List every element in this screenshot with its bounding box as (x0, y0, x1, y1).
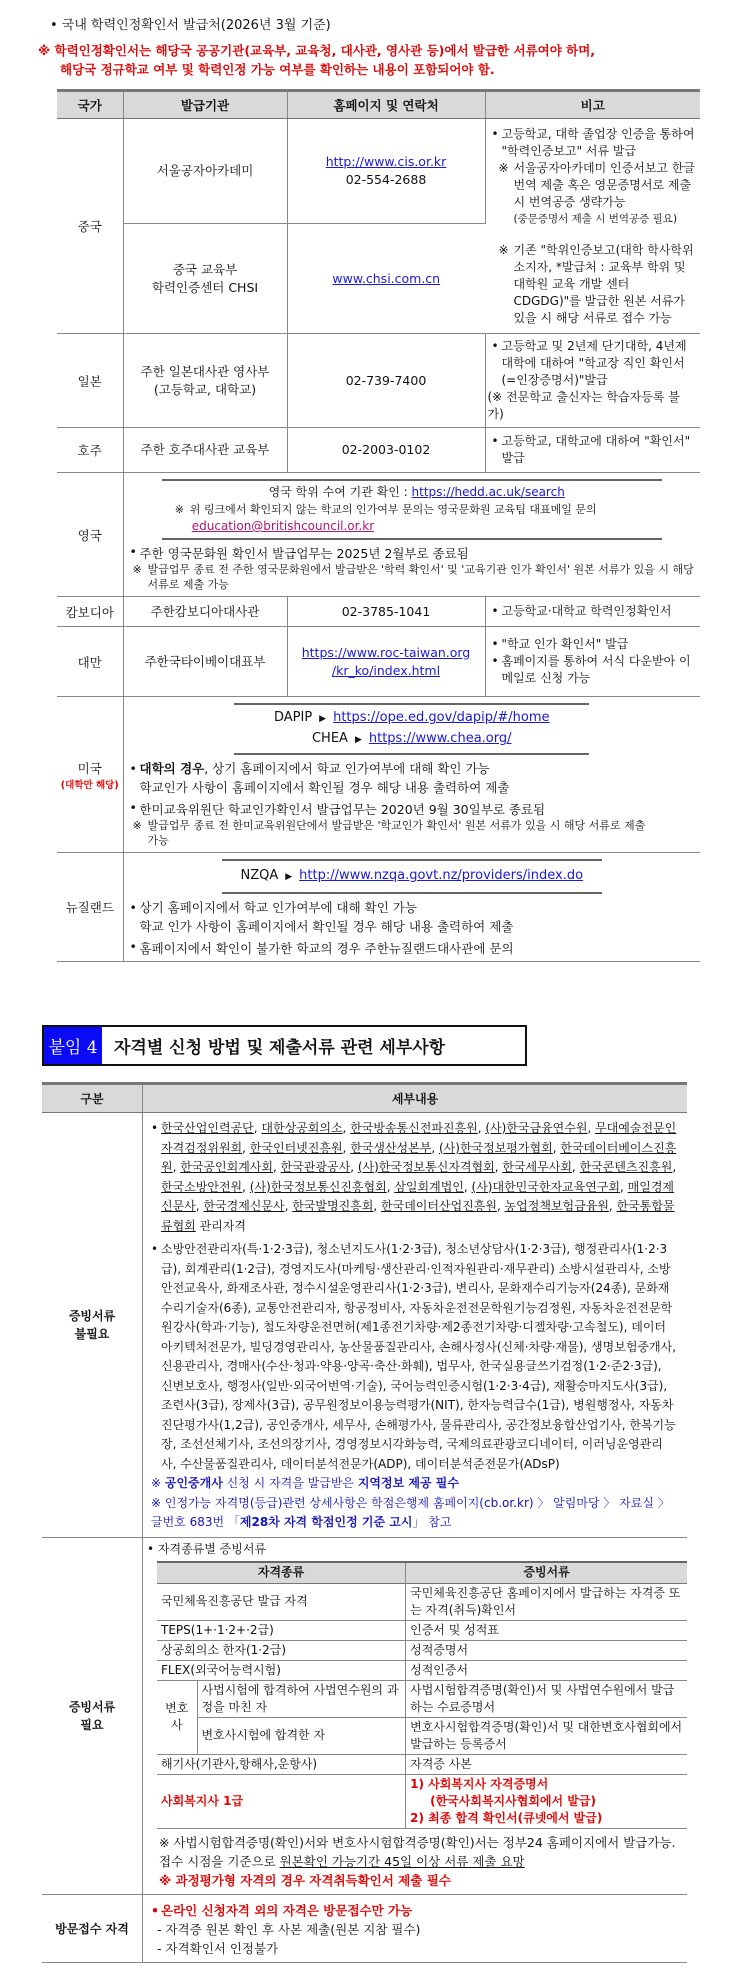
row-taiwan (57, 627, 700, 697)
warning-line-2: 해당국 정규학교 여부 및 학력인정 가능 여부를 확인하는 내용이 포함되어야 함. (60, 62, 495, 77)
row-visit (42, 1895, 687, 1963)
nz-bullet1: • 상기 홈페이지에서 학교 인가여부에 대해 확인 가능 학교 인가 사항이 홈페이지에서 확인될 경우 해당 내용 출력하여 제출 (130, 898, 695, 936)
sub-header-doc: 증빙서류 (406, 1562, 687, 1583)
note-china-bullet: • 고등학교, 대학 졸업장 인증을 통하여 "학력인증보고" 서류 발급 (492, 126, 697, 160)
issuer-chsi-line1: 중국 교육부 (172, 261, 238, 277)
evidence-row: TEPS(1+·1·2+·2급) 인증서 및 성적표 (157, 1620, 687, 1640)
org-item: 한국통합물류협회 (161, 1199, 675, 1233)
issuer-chsi (123, 224, 287, 334)
note-japan-bullet: • 고등학교 및 2년제 단기대학, 4년제 대학에 대하여 "학교장 직인 확인서(=인장증명서)"발급 (492, 338, 697, 389)
row-no-docs (42, 1113, 687, 1538)
issuer-australia: 주한 호주대사관 교육부 (123, 428, 287, 473)
org-item: (사)한국정보평가협회 (438, 1140, 553, 1155)
docs-required-details (143, 1537, 688, 1895)
sub-header-qual: 자격종류 (157, 1562, 406, 1583)
row-nz (57, 853, 700, 962)
header-note: 비고 (485, 91, 700, 119)
warning-line-1: ※ 학력인정확인서는 해당국 공공기관(교육부, 교육청, 대사관, 영사관 등)에서 발급한 서류여야 하며, (38, 43, 596, 58)
triangle-right-icon: ▶ (285, 872, 293, 882)
link-chea[interactable]: https://www.chea.org/ (368, 731, 512, 746)
qualification-table (42, 1082, 687, 1963)
note-japan-extra: (※ 전문학교 출신자는 학습자등록 불가) (487, 390, 680, 421)
note-japan (485, 334, 700, 428)
usa-bullet2: • 한미교육위원단 학교인가확인서 발급업무는 2020년 9월 30일부로 종료됨 (130, 800, 695, 818)
issuer-japan-line2: (고등학교, 대학교) (153, 381, 257, 397)
org-item: (사)한국정보통신자격협회 (357, 1160, 495, 1174)
uk-ref2: ※ 발급업무 종료 전 주한 영국문화원에서 발급받은 '학력 확인서' 및 '교육기관 인가 확인서' 원본 서류가 있을 시 해당 서류로 제출 가능 (130, 562, 695, 592)
chea-label: CHEA (311, 731, 348, 746)
nzqa-label: NZQA (240, 868, 279, 883)
issuer-cambodia: 주한캄보디아대사관 (123, 597, 287, 627)
issuer-japan-line1: 주한 일본대사관 영사부 (140, 363, 270, 379)
org-item: 대한상공회의소 (261, 1121, 343, 1135)
evidence-table (157, 1561, 687, 1829)
tel-australia: 02-2003-0102 (287, 428, 485, 473)
uk-link-label: 영국 학위 수여 기관 확인 : (268, 485, 412, 499)
country-cambodia: 캄보디아 (57, 597, 123, 627)
note-australia-bullet: • 고등학교, 대학교에 대하여 "확인서" 발급 (492, 433, 697, 467)
country-nz: 뉴질랜드 (57, 853, 123, 962)
org-item: 무대예술전문인 자격검정위원회 (161, 1121, 677, 1155)
org-item: 한국발명진흥회 (292, 1199, 374, 1213)
note-reference: ※ 인정가능 자격명(등급)관련 상세사항은 학점은행제 홈페이지(cb.or.kr) 〉 알림마당 〉 자료실 〉 글번호 683번 「제28차 자격 학점인정 기준 고시」 참고 (151, 1495, 670, 1529)
header-contact: 홈페이지 및 연락처 (287, 91, 485, 119)
category-visit: 방문접수 자격 (42, 1895, 143, 1963)
org-item: 한국생산성본부 (350, 1140, 432, 1155)
note-taiwan-bullet1: • "학교 인가 확인서" 발급 (492, 636, 697, 653)
row-uk (57, 473, 700, 597)
country-usa-sub: (대학만 해당) (60, 779, 119, 791)
country-uk: 영국 (57, 473, 123, 597)
evidence-row: 해기사(기관사,항해사,운항사) 자격증 사본 (157, 1754, 687, 1774)
section-badge: 붙임 4 (44, 1027, 102, 1064)
triangle-right-icon: ▶ (354, 735, 362, 745)
org-item: 매일경제신문사 (161, 1179, 675, 1213)
row-docs-required (42, 1537, 687, 1895)
uk-link-box (162, 479, 662, 540)
contact-chsi (287, 224, 485, 334)
header-issuer: 발급기관 (123, 91, 287, 119)
org-item: 한국콘텐츠진흥원 (579, 1160, 673, 1174)
country-taiwan: 대만 (57, 627, 123, 697)
dapip-label: DAPIP (273, 710, 313, 725)
org-item: 한국산업인력공단 (161, 1121, 254, 1135)
org-item: 삼일회계법인 (394, 1179, 464, 1194)
link-uk-email[interactable]: education@britishcouncil.or.kr (191, 519, 375, 533)
issuer-cis: 서울공자아카데미 (123, 119, 287, 224)
docs-note-required: ※ 과정평가형 자격의 경우 자격취득확인서 제출 필수 (159, 1872, 451, 1888)
usa-bullet1: • 대학의 경우, 상기 홈페이지에서 학교 인가여부에 대해 확인 가능 학교인가 사항이 홈페이지에서 확인될 경우 해당 내용 출력하여 제출 (130, 759, 695, 797)
docs-intro: • 자격종류별 증빙서류 (147, 1541, 267, 1556)
org-item: (사)한국금융연수원 (485, 1121, 588, 1135)
nz-bullet2: • 홈페이지에서 확인이 불가한 학교의 경우 주한뉴질랜드대사관에 문의 (130, 939, 695, 957)
org-item: 한국경제신문사 (203, 1199, 285, 1213)
note-cambodia (485, 597, 700, 627)
evidence-row-lawyer-2: 변호사시험에 합격한 자 변호사시험합격증명(확인)서 및 대한변호사협회에서 발급하는 등록증서 (157, 1717, 687, 1754)
evidence-row-social-worker: 사회복지사 1급 1) 사회복지사 자격증명서 (한국사회복지사협회에서 발급) 2) 최종 합격 확인서(큐넷에서 발급) (157, 1774, 687, 1828)
row-australia (57, 428, 700, 473)
contact-taiwan (287, 627, 485, 697)
country-usa-label: 미국 (77, 760, 102, 776)
issuer-table (57, 89, 700, 962)
row-japan (57, 334, 700, 428)
tel-cis: 02-554-2688 (345, 172, 427, 187)
country-usa (57, 697, 123, 853)
org-item: (사)한국정보통신진흥협회 (249, 1179, 387, 1194)
evidence-row-lawyer-1: 변호사 사법시험에 합격하여 사법연수원의 과정을 마친 자 사법시험합격증명(확인)서 및 사법연수원에서 발급하는 수료증명서 (157, 1680, 687, 1717)
org-item: 농업정책보험금융원 (504, 1199, 609, 1213)
tel-japan: 02-739-7400 (287, 334, 485, 428)
visit-bullet: • 온라인 신청자격 외의 자격은 방문접수만 가능 (151, 1901, 677, 1920)
note-china-ref1-small: (중문증명서 제출 시 번역공증 필요) (513, 212, 678, 225)
no-docs-details (143, 1113, 688, 1538)
contact-cis (287, 119, 485, 224)
usa-ref: ※ 발급업무 종료 전 한미교육위원단에서 발급받은 '학교인가 확인서' 원본 서류가 있을 시 해당 서류로 제출 가능 (130, 818, 650, 848)
link-dapip[interactable]: https://ope.ed.gov/dapip/#/home (333, 710, 550, 725)
org-item: (사)대한민국한자교육연구회 (471, 1179, 620, 1194)
link-cis[interactable]: http://www.cis.or.kr (325, 154, 447, 169)
note-taiwan (485, 627, 700, 697)
note-china-ref2: ※ 기존 "학위인증보고(대학 학사학위 소지자, *발급처 : 교육부 학위 및 대학원 교육 개발 센터 CDGDG)"를 발급한 원본 서류가 있을 시 해당 서류로 접수 가능 (496, 242, 697, 327)
triangle-right-icon: ▶ (319, 714, 327, 724)
country-china: 중국 (57, 119, 123, 334)
note-australia (485, 428, 700, 473)
country-australia: 호주 (57, 428, 123, 473)
visit-detail-2: - 자격확인서 인정불가 (157, 1941, 279, 1956)
note-china (485, 119, 700, 334)
intro-heading: • 국내 학력인정확인서 발급처(2026년 3월 기준) (50, 18, 331, 33)
section-title: 자격별 신청 방법 및 제출서류 관련 세부사항 (114, 1038, 446, 1058)
org-item: 한국방송통신전파진흥원 (350, 1121, 478, 1135)
tel-cambodia: 02-3785-1041 (287, 597, 485, 627)
usa-link-box (234, 703, 589, 755)
uk-ref: ※ 위 링크에서 확인되지 않는 학교의 인가여부 문의는 영국문화원 교육팀 대표메일 문의 (172, 501, 662, 518)
category-no-docs: 증빙서류 불필요 (42, 1113, 143, 1538)
docs-note: ※ 사법시험합격증명(확인)서와 변호사시험합격증명(확인)서는 정부24 홈페이지에서 발급가능. 접수 시점을 기준으로 원본확인 가능기간 45일 이상 서류 제출 요망 (159, 1834, 676, 1869)
qualification-table-header (42, 1084, 687, 1113)
link-taiwan[interactable]: https://www.roc-taiwan.org /kr_ko/index.html (301, 644, 471, 678)
org-item: 한국공인회계사회 (180, 1160, 273, 1174)
org-item: 한국소방안전원 (161, 1179, 243, 1194)
usa-details (123, 697, 700, 853)
visit-details (143, 1895, 688, 1963)
qual-list: • 소방안전관리자(특·1·2·3급), 청소년지도사(1·2·3급), 청소년상담사(1·2·3급), 행정관리사(1·2·3급), 회계관리(1·2급), 경영지도사(마케팅·생산관리·인적자원관리·재무관리) 소방시설관리사, 소방안전교육사, 화재조사관, 정수시설운영관리사(1·2·3급), 변리사, 문화재수리기능자(24종), 문화재수리기술자(6종), 교통안전관리자, 항공정비사, 자동차운전전문학원기능검정원, 자동차운전전문학원강사(학과·기능), 철도차량운전면허(제1종전기차량·제2종전기차량·디젤차량·고속철도), 데이터아키텍처전문가, 빌딩경영관리사, 농산물품질관리사, 손해사정사(신체·차량·재물), 생명보험중개사, 신용관리사, 경매사(수산·청과·약용·양곡·축산·화훼), 법무사, 한국실용글쓰기검정(1·2·준2·3급), 신변보호사, 행정사(일반·외국어번역·기술), 국어능력인증시험(1·2·3·4급), 재활승마지도사(3급), 조련사(3급), 장제사(3급), 공무원정보이용능력평가(NIT), 한자능력급수(1급), 병원행정사, 자동차진단평가사(1,2급), 공인중개사, 세무사, 손해평가사, 물류관리사, 공간정보융합산업기사, 한복기능장, 조선선체기사, 조선의장기사, 경영정보시각화능력, 국제의료관광코디네이터, 이러닝운영관리사, 수산물품질관리사, 데이터분석전문가(ADP), 데이터분석준전문가(ADsP) (151, 1240, 677, 1474)
issuer-japan (123, 334, 287, 428)
link-hedd[interactable]: https://hedd.ac.uk/search (411, 485, 565, 499)
link-chsi[interactable]: www.chsi.com.cn (332, 270, 441, 286)
org-item: 한국데이터산업진흥원 (381, 1199, 497, 1213)
uk-bullet: • 주한 영국문화원 확인서 발급업무는 2025년 2월부로 종료됨 (130, 544, 695, 562)
header-details: 세부내용 (143, 1084, 688, 1113)
org-item: 한국세무사회 (502, 1160, 572, 1174)
nz-link-box (222, 859, 602, 894)
evidence-row: FLEX(외국어능력시험) 성적인증서 (157, 1660, 687, 1680)
category-docs-required: 증빙서류 필요 (42, 1537, 143, 1895)
org-item: 한국인터넷진흥원 (249, 1140, 343, 1155)
issuer-chsi-line2: 학력인증센터 CHSI (151, 279, 259, 295)
evidence-row: 국민체육진흥공단 발급 자격 국민체육진흥공단 홈페이지에서 발급하는 자격증 또는 자격(취득)확인서 (157, 1583, 687, 1620)
org-item: 한국데이터베이스진흥원 (161, 1140, 677, 1174)
note-taiwan-bullet2: • 홈페이지를 통하여 서식 다운받아 이메일로 신청 가능 (492, 653, 697, 687)
row-usa (57, 697, 700, 853)
section-4-heading (42, 1025, 527, 1066)
org-list: • 한국산업인력공단, 대한상공회의소, 한국방송통신전파진흥원, (사)한국금융연수원, 무대예술전문인 자격검정위원회, 한국인터넷진흥원, 한국생산성본부, (사)한국정보평가협회, 한국데이터베이스진흥원, 한국공인회계사회, 한국관광공사, (사)한국정보통신자격협회, 한국세무사회, 한국콘텐츠진흥원, 한국소방안전원, (사)한국정보통신진흥협회, 삼일회계법인, (사)대한민국한자교육연구회, 매일경제신문사, 한국경제신문사, 한국발명진흥회, 한국데이터산업진흥원, 농업정책보험금융원, 한국통합물류협회 관리자격 (151, 1119, 677, 1236)
note-cambodia-bullet: • 고등학교·대학교 학력인정확인서 (492, 603, 697, 620)
issuer-taiwan: 주한국타이베이대표부 (123, 627, 287, 697)
warning-note (38, 41, 728, 79)
uk-details (123, 473, 700, 597)
row-cambodia (57, 597, 700, 627)
header-category: 구분 (42, 1084, 143, 1113)
note-china-ref1: ※ 서울공자아카데미 인증서보고 한글번역 제출 혹은 영문증명서로 제출 시 번역공증 생략가능 (496, 160, 697, 211)
issuer-table-header (57, 91, 700, 119)
row-china-1 (57, 119, 700, 224)
header-country: 국가 (57, 91, 123, 119)
visit-detail-1: - 자격증 원본 확인 후 사본 제출(원본 지참 필수) (157, 1922, 421, 1937)
country-japan: 일본 (57, 334, 123, 428)
nz-details (123, 853, 700, 962)
org-item: 한국관광공사 (280, 1160, 351, 1174)
evidence-row: 상공회의소 한자(1·2급) 성적증명서 (157, 1640, 687, 1660)
link-nzqa[interactable]: http://www.nzqa.govt.nz/providers/index.do (299, 868, 584, 883)
note-realtor: ※ 공인중개사 신청 시 자격을 발급받은 지역정보 제공 필수 (151, 1476, 459, 1490)
